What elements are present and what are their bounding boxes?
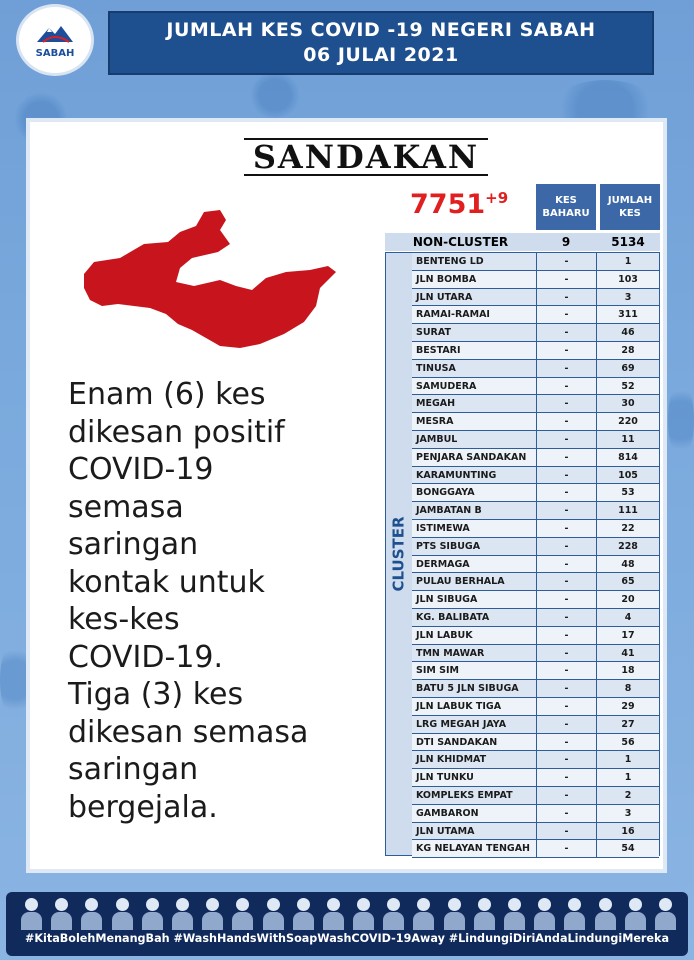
cluster-name: KARAMUNTING (412, 467, 537, 484)
table-row (412, 306, 659, 324)
cluster-kes-baharu: - (537, 324, 597, 341)
table-row (412, 520, 659, 538)
cluster-name: MEGAH (412, 395, 537, 412)
cluster-kes-baharu: - (537, 253, 597, 270)
table-row (412, 342, 659, 360)
cluster-name: TMN MAWAR (412, 645, 537, 662)
person-icon (563, 896, 585, 930)
cluster-jumlah-kes: 69 (621, 362, 635, 374)
district-panel (26, 118, 667, 873)
cluster-jumlah-kes: 48 (621, 558, 635, 570)
frontliner-illustrations (20, 896, 676, 930)
table-row (412, 253, 659, 271)
cluster-name: JLN LABUK TIGA (412, 698, 537, 715)
cluster-name: DTI SANDAKAN (412, 734, 537, 751)
description-line: COVID-19 (68, 452, 214, 487)
cluster-jumlah-kes: 16 (621, 825, 635, 837)
cluster-kes-baharu: - (537, 591, 597, 608)
cluster-jumlah-kes: 814 (618, 451, 638, 463)
cluster-kes-baharu: - (537, 805, 597, 822)
cluster-name: PENJARA SANDAKAN (412, 449, 537, 466)
table-row (412, 680, 659, 698)
person-icon (322, 896, 344, 930)
cluster-name: BONGGAYA (412, 484, 537, 501)
person-icon (171, 896, 193, 930)
table-row (412, 449, 659, 467)
cluster-jumlah-kes: 1 (624, 772, 632, 784)
cluster-name: JAMBATAN B (412, 502, 537, 519)
logo-text: SABAH (35, 47, 75, 59)
report-date: 06 JULAI 2021 (303, 44, 459, 66)
table-row (412, 378, 659, 396)
person-icon (20, 896, 42, 930)
cluster-jumlah-kes: 103 (618, 273, 638, 285)
cluster-name: GAMBARON (412, 805, 537, 822)
table-row (412, 413, 659, 431)
cluster-kes-baharu: - (537, 680, 597, 697)
cluster-name: JLN KHIDMAT (412, 751, 537, 768)
cluster-kes-baharu: - (537, 467, 597, 484)
cluster-jumlah-kes: 54 (621, 843, 635, 855)
cluster-name: JLN TUNKU (412, 769, 537, 786)
description-line: bergejala. (68, 789, 218, 825)
cluster-name: JLN UTARA (412, 289, 537, 306)
person-icon (262, 896, 284, 930)
cluster-jumlah-kes: 29 (621, 700, 635, 712)
cluster-name: BESTARI (412, 342, 537, 359)
table-row (412, 662, 659, 680)
cluster-name: PTS SIBUGA (412, 538, 537, 555)
cluster-jumlah-kes: 3 (624, 807, 632, 819)
footer-hashtags: #KitaBolehMenangBah #WashHandsWithSoapWashCOVID-19Away #LindungiDiriAndaLindungiMereka (24, 932, 670, 945)
person-icon (594, 896, 616, 930)
person-icon (382, 896, 404, 930)
cluster-name: TINUSA (412, 360, 537, 377)
cluster-name: JLN BOMBA (412, 271, 537, 288)
table-row (412, 395, 659, 413)
non-cluster-jumlah-kes: 5134 (611, 235, 645, 249)
cluster-name: ISTIMEWA (412, 520, 537, 537)
person-icon (352, 896, 374, 930)
table-row (412, 271, 659, 289)
cluster-name: SAMUDERA (412, 378, 537, 395)
cluster-kes-baharu: - (537, 751, 597, 768)
description-line: dikesan positif (68, 414, 285, 450)
virus-decoration (250, 70, 300, 120)
table-row (412, 716, 659, 734)
cluster-name: KG. BALIBATA (412, 609, 537, 626)
non-cluster-label: NON-CLUSTER (412, 235, 509, 249)
cluster-jumlah-kes: 2 (624, 789, 632, 801)
cluster-name: JAMBUL (412, 431, 537, 448)
description-line: dikesan semasa (68, 714, 309, 750)
cluster-jumlah-kes: 17 (621, 629, 635, 641)
table-row (412, 573, 659, 591)
table-row (412, 324, 659, 342)
cluster-jumlah-kes: 311 (618, 309, 638, 321)
table-row (412, 645, 659, 663)
table-row (412, 698, 659, 716)
new-cases-value: +9 (485, 189, 509, 207)
person-icon (80, 896, 102, 930)
table-row (412, 431, 659, 449)
table-row (412, 484, 659, 502)
cluster-name: DERMAGA (412, 556, 537, 573)
cluster-jumlah-kes: 220 (618, 416, 638, 428)
cluster-jumlah-kes: 18 (621, 665, 635, 677)
cluster-jumlah-kes: 11 (621, 433, 635, 445)
cluster-jumlah-kes: 28 (621, 344, 635, 356)
description-line: kontak untuk (68, 564, 265, 600)
cluster-kes-baharu: - (537, 787, 597, 804)
cluster-kes-baharu: - (537, 609, 597, 626)
cluster-kes-baharu: - (537, 271, 597, 288)
person-icon (624, 896, 646, 930)
virus-decoration (668, 380, 694, 460)
cluster-kes-baharu: - (537, 645, 597, 662)
table-row (412, 467, 659, 485)
cluster-kes-baharu: - (537, 538, 597, 555)
cluster-kes-baharu: - (537, 716, 597, 733)
cluster-kes-baharu: - (537, 431, 597, 448)
description-line: semasa (68, 489, 184, 525)
person-icon (443, 896, 465, 930)
cluster-kes-baharu: - (537, 662, 597, 679)
description-line: Tiga (3) kes (68, 677, 244, 712)
cluster-kes-baharu: - (537, 520, 597, 537)
cluster-label-text: CLUSTER (390, 516, 409, 592)
cluster-kes-baharu: - (537, 484, 597, 501)
cluster-kes-baharu: - (537, 698, 597, 715)
table-row (412, 609, 659, 627)
person-icon (533, 896, 555, 930)
page-title: JUMLAH KES COVID -19 NEGERI SABAH (166, 19, 596, 41)
cluster-jumlah-kes: 27 (621, 718, 635, 730)
cluster-kes-baharu: - (537, 342, 597, 359)
column-header-jumlah-kes: JUMLAH KES (600, 184, 660, 230)
non-cluster-kes-baharu: 9 (561, 235, 571, 249)
cluster-jumlah-kes: 1 (624, 754, 632, 766)
cluster-name: JLN UTAMA (412, 823, 537, 840)
table-row (412, 591, 659, 609)
table-row (412, 734, 659, 752)
cluster-kes-baharu: - (537, 449, 597, 466)
table-row (412, 840, 659, 858)
cluster-kes-baharu: - (537, 395, 597, 412)
cluster-table (385, 252, 660, 856)
footer-banner (6, 892, 688, 956)
description-line: Enam (6) kes (68, 377, 266, 412)
total-cases (410, 189, 508, 220)
cluster-kes-baharu: - (537, 306, 597, 323)
cluster-jumlah-kes: 52 (621, 380, 635, 392)
person-icon (231, 896, 253, 930)
cluster-name: SIM SIM (412, 662, 537, 679)
cluster-jumlah-kes: 22 (621, 522, 635, 534)
cluster-jumlah-kes: 20 (621, 594, 635, 606)
cluster-jumlah-kes: 228 (618, 540, 638, 552)
description-line: kes-kes (68, 602, 180, 637)
cluster-kes-baharu: - (537, 769, 597, 786)
cluster-name: LRG MEGAH JAYA (412, 716, 537, 733)
cluster-jumlah-kes: 41 (621, 647, 635, 659)
mountain-logo-icon (35, 22, 75, 46)
cluster-name: KOMPLEKS EMPAT (412, 787, 537, 804)
table-row (412, 751, 659, 769)
cluster-kes-baharu: - (537, 378, 597, 395)
person-icon (201, 896, 223, 930)
cluster-name: BENTENG LD (412, 253, 537, 270)
cluster-name: MESRA (412, 413, 537, 430)
cluster-name: KG NELAYAN TENGAH (412, 840, 537, 857)
cluster-jumlah-kes: 4 (624, 611, 632, 623)
cluster-kes-baharu: - (537, 573, 597, 590)
cluster-jumlah-kes: 53 (621, 487, 635, 499)
person-icon (473, 896, 495, 930)
cluster-name: RAMAI-RAMAI (412, 306, 537, 323)
table-row (412, 360, 659, 378)
cluster-jumlah-kes: 65 (621, 576, 635, 588)
table-row (412, 289, 659, 307)
person-icon (111, 896, 133, 930)
cluster-kes-baharu: - (537, 556, 597, 573)
total-cases-value: 7751 (410, 189, 486, 220)
table-row (412, 805, 659, 823)
table-row (412, 627, 659, 645)
table-row (412, 787, 659, 805)
table-row (412, 823, 659, 841)
description-line: saringan (68, 527, 199, 562)
table-row (412, 538, 659, 556)
cluster-kes-baharu: - (537, 289, 597, 306)
cluster-kes-baharu: - (537, 502, 597, 519)
sabah-logo (16, 4, 94, 76)
cluster-kes-baharu: - (537, 734, 597, 751)
table-row (412, 502, 659, 520)
description-line: saringan (68, 752, 199, 787)
cluster-jumlah-kes: 46 (621, 327, 635, 339)
person-icon (654, 896, 676, 930)
header-banner (108, 11, 654, 75)
cluster-jumlah-kes: 56 (621, 736, 635, 748)
cluster-jumlah-kes: 105 (618, 469, 638, 481)
cluster-jumlah-kes: 111 (618, 505, 638, 517)
non-cluster-row (385, 233, 660, 251)
cluster-kes-baharu: - (537, 413, 597, 430)
cluster-kes-baharu: - (537, 823, 597, 840)
cluster-label (386, 253, 412, 855)
cluster-kes-baharu: - (537, 627, 597, 644)
cluster-kes-baharu: - (537, 840, 597, 857)
cluster-name: JLN LABUK (412, 627, 537, 644)
cluster-kes-baharu: - (537, 360, 597, 377)
column-header-kes-baharu: KES BAHARU (536, 184, 596, 230)
cluster-name: BATU 5 JLN SIBUGA (412, 680, 537, 697)
person-icon (503, 896, 525, 930)
person-icon (141, 896, 163, 930)
description-line: COVID-19. (68, 639, 224, 675)
description-text (68, 376, 368, 826)
table-row (412, 769, 659, 787)
person-icon (292, 896, 314, 930)
cluster-name: SURAT (412, 324, 537, 341)
cluster-rows (412, 253, 659, 858)
district-title: SANDAKAN (244, 138, 488, 176)
table-row (412, 556, 659, 574)
cluster-jumlah-kes: 1 (624, 256, 632, 267)
person-icon (412, 896, 434, 930)
person-icon (50, 896, 72, 930)
cluster-name: PULAU BERHALA (412, 573, 537, 590)
cluster-jumlah-kes: 3 (624, 291, 632, 303)
cluster-jumlah-kes: 8 (624, 683, 632, 695)
cluster-name: JLN SIBUGA (412, 591, 537, 608)
cluster-jumlah-kes: 30 (621, 398, 635, 410)
sandakan-map-icon (80, 206, 342, 356)
